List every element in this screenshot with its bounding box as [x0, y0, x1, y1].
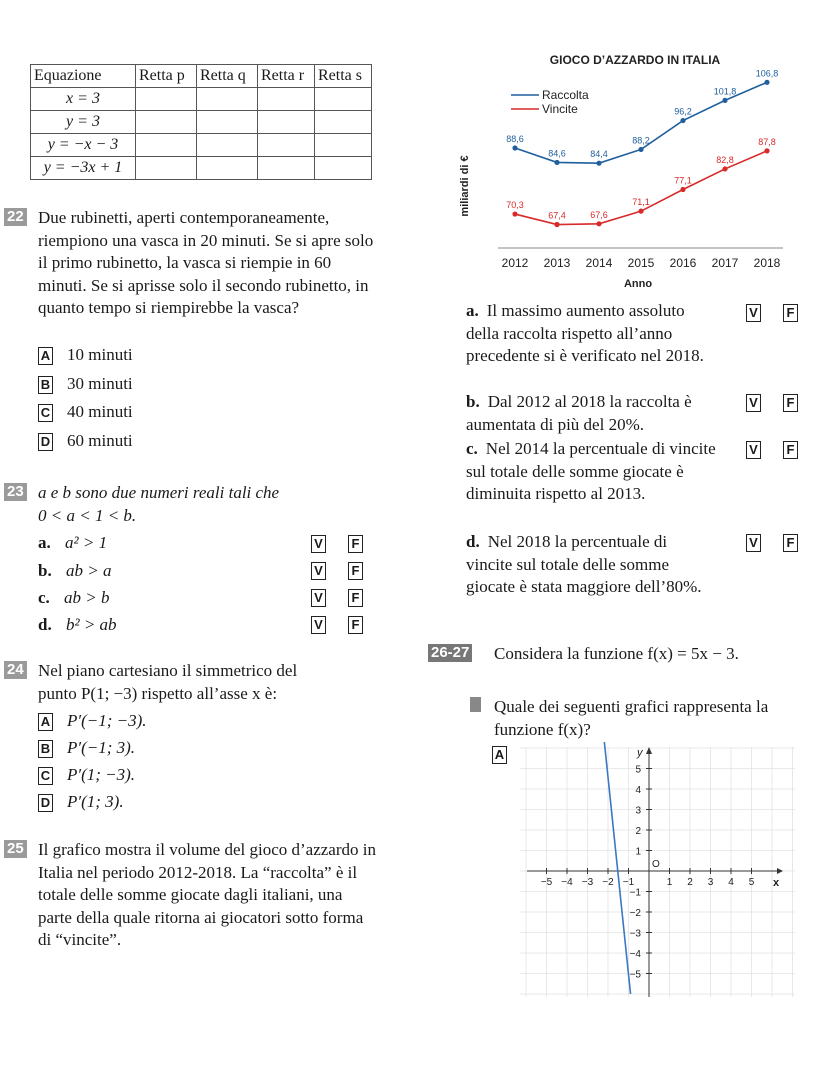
question-23-condition: 0 < a < 1 < b.	[38, 506, 137, 525]
item-a: a. a² > 1	[38, 533, 108, 552]
false-box[interactable]: F	[348, 562, 363, 580]
data-point	[596, 161, 601, 166]
statement-c: c. Nel 2014 la percentuale di vincite sul totale delle somme giocate è diminuita rispetto al 2013.	[466, 439, 716, 503]
data-point	[512, 145, 517, 150]
data-point	[764, 80, 769, 85]
equation-cell: y = 3	[31, 111, 136, 134]
data-label: 84,6	[548, 148, 566, 159]
table-row	[31, 134, 372, 157]
question-number-26-27: 26-27	[428, 644, 472, 662]
vf-25d[interactable]	[746, 534, 798, 552]
equation-cell: x = 3	[31, 88, 136, 111]
y-axis-label: miliardi di €	[459, 155, 471, 217]
y-tick-label: −5	[629, 969, 641, 981]
data-label: 67,6	[590, 209, 608, 220]
vf-d[interactable]	[311, 616, 363, 634]
legend-label-vincite: Vincite	[542, 102, 578, 116]
option-d[interactable]: D P′(1; 3).	[38, 792, 124, 812]
y-tick-label: −2	[629, 908, 641, 919]
x-tick-label: 3	[707, 877, 714, 888]
data-label: 96,2	[674, 106, 692, 117]
true-box[interactable]: V	[746, 304, 761, 322]
true-box[interactable]: V	[311, 535, 326, 553]
x-axis-label: Anno	[623, 278, 653, 290]
x-tick-label: −3	[581, 877, 594, 888]
false-box[interactable]: F	[348, 616, 363, 634]
true-box[interactable]: V	[746, 534, 761, 552]
data-point	[554, 160, 559, 165]
x-axis-label: x	[773, 877, 780, 889]
question-26-27-sub: Quale dei seguenti grafici rappresenta la funzione f(x)?	[494, 697, 769, 739]
table-header-row	[31, 65, 372, 88]
y-axis-label: y	[637, 747, 643, 759]
statement-a: a. Il massimo aumento assoluto della raccolta rispetto all’anno precedente si è verificato nel 2018.	[466, 301, 704, 365]
question-number-23: 23	[4, 483, 27, 501]
x-tick-label: 2012	[501, 256, 529, 270]
equation-cell: y = −x − 3	[31, 134, 136, 157]
x-tick-label: −1	[622, 877, 635, 888]
option-a[interactable]: A P′(−1; −3).	[38, 711, 147, 731]
data-point	[680, 187, 685, 192]
false-box[interactable]: F	[348, 535, 363, 553]
false-box[interactable]: F	[783, 394, 798, 412]
question-number-25: 25	[4, 840, 27, 858]
gambling-line-chart	[448, 46, 818, 296]
data-label: 88,6	[506, 134, 524, 145]
x-tick-label: 2014	[585, 256, 613, 270]
data-label: 77,1	[674, 175, 692, 186]
x-tick-label: −5	[540, 877, 553, 888]
option-d[interactable]: D 60 minuti	[38, 431, 133, 451]
header-equazione: Equazione	[31, 65, 136, 88]
true-box[interactable]: V	[311, 616, 326, 634]
data-label: 71,1	[632, 197, 650, 208]
data-point	[596, 221, 601, 226]
data-label: 88,2	[632, 135, 650, 146]
header-retta-r: Retta r	[258, 65, 315, 88]
item-b: b. ab > a	[38, 561, 112, 580]
y-tick-label: 4	[635, 785, 641, 796]
subquestion-marker	[470, 697, 481, 712]
function-graph	[515, 742, 800, 1002]
legend-label-raccolta: Raccolta	[542, 88, 589, 102]
question-24-text: Nel piano cartesiano il simmetrico del punto P(1; −3) rispetto all’asse x è:	[38, 661, 298, 703]
option-a[interactable]: A 10 minuti	[38, 345, 133, 365]
x-tick-label: 2013	[543, 256, 571, 270]
data-point	[722, 166, 727, 171]
data-label: 84,4	[590, 149, 608, 160]
false-box[interactable]: F	[783, 304, 798, 322]
y-tick-label: 2	[635, 826, 641, 837]
data-point	[554, 222, 559, 227]
header-retta-q: Retta q	[197, 65, 258, 88]
option-b[interactable]: B 30 minuti	[38, 374, 133, 394]
chart-title: GIOCO D’AZZARDO IN ITALIA	[549, 53, 721, 67]
option-b[interactable]: B P′(−1; 3).	[38, 738, 135, 758]
item-d: d. b² > ab	[38, 615, 117, 634]
x-tick-label: 2015	[627, 256, 655, 270]
graph-option-a[interactable]: A	[492, 746, 507, 764]
data-point	[638, 209, 643, 214]
data-label: 101,8	[713, 86, 737, 97]
table-row	[31, 111, 372, 134]
data-point	[680, 118, 685, 123]
x-tick-label: 5	[748, 877, 755, 888]
true-box[interactable]: V	[311, 589, 326, 607]
table-row	[31, 157, 372, 180]
equation-table	[30, 64, 372, 180]
statement-b: b. Dal 2012 al 2018 la raccolta è aumentata di più del 20%.	[466, 392, 692, 434]
x-tick-label: 2	[687, 877, 693, 888]
y-tick-label: −1	[629, 887, 641, 899]
x-tick-label: 2018	[753, 256, 781, 270]
data-label: 87,8	[758, 136, 776, 147]
data-label: 70,3	[506, 200, 524, 211]
origin-label: O	[652, 859, 660, 870]
y-tick-label: 5	[635, 764, 641, 776]
data-label: 106,8	[755, 68, 779, 79]
option-c[interactable]: C 40 minuti	[38, 402, 133, 422]
item-c: c. ab > b	[38, 588, 110, 607]
y-tick-label: −3	[629, 928, 641, 940]
data-label: 82,8	[716, 154, 734, 165]
question-number-24: 24	[4, 661, 27, 679]
data-point	[722, 98, 727, 103]
x-tick-label: −4	[561, 877, 573, 888]
table-row	[31, 88, 372, 111]
x-tick-label: 4	[728, 877, 734, 888]
vf-25a[interactable]	[746, 304, 798, 322]
vf-c[interactable]	[311, 589, 363, 607]
statement-d: d. Nel 2018 la percentuale di vincite sul totale delle somme giocate è stata maggiore dell’80%.	[466, 532, 702, 596]
graph-grid	[520, 747, 795, 997]
data-point	[764, 148, 769, 153]
y-tick-label: 3	[635, 805, 641, 817]
true-box[interactable]: V	[311, 562, 326, 580]
header-retta-p: Retta p	[136, 65, 197, 88]
question-26-27-text: Considera la funzione f(x) = 5x − 3.	[494, 644, 739, 663]
graph-axes	[527, 747, 783, 997]
vf-25c[interactable]	[746, 441, 798, 459]
x-tick-label: −2	[602, 877, 614, 888]
question-25-text: Il grafico mostra il volume del gioco d’azzardo in Italia nel periodo 2012-2018. La “raccolta” è il totale delle somme giocate dagli italiani, una parte della quale ritorna ai giocatori sotto forma di “vincite”.	[38, 840, 376, 949]
data-label: 67,4	[548, 210, 566, 221]
equation-cell: y = −3x + 1	[31, 157, 136, 180]
vf-25b[interactable]	[746, 394, 798, 412]
question-23-intro: a e b sono due numeri reali tali che	[38, 483, 280, 502]
question-number-22: 22	[4, 208, 27, 226]
data-point	[512, 211, 517, 216]
x-tick-label: 1	[666, 877, 673, 888]
vf-a[interactable]	[311, 535, 363, 553]
false-box[interactable]: F	[783, 534, 798, 552]
data-point	[638, 147, 643, 152]
vf-b[interactable]	[311, 562, 363, 580]
true-box[interactable]: V	[746, 441, 761, 459]
x-tick-label: 2016	[669, 256, 697, 270]
true-box[interactable]: V	[746, 394, 761, 412]
false-box[interactable]: F	[783, 441, 798, 459]
question-22-text: Due rubinetti, aperti contemporaneamente, riempiono una vasca in 20 minuti. Se si apre solo il primo rubinetto, la vasca si riempie in 60 minuti. Se si aprisse solo il secondo rubinetto, in quanto tempo si riempirebbe la vasca?	[38, 208, 374, 317]
x-tick-label: 2017	[711, 256, 739, 270]
header-retta-s: Retta s	[315, 65, 372, 88]
y-tick-label: 1	[635, 846, 641, 858]
y-tick-label: −4	[629, 949, 641, 960]
option-c[interactable]: C P′(1; −3).	[38, 765, 135, 785]
false-box[interactable]: F	[348, 589, 363, 607]
